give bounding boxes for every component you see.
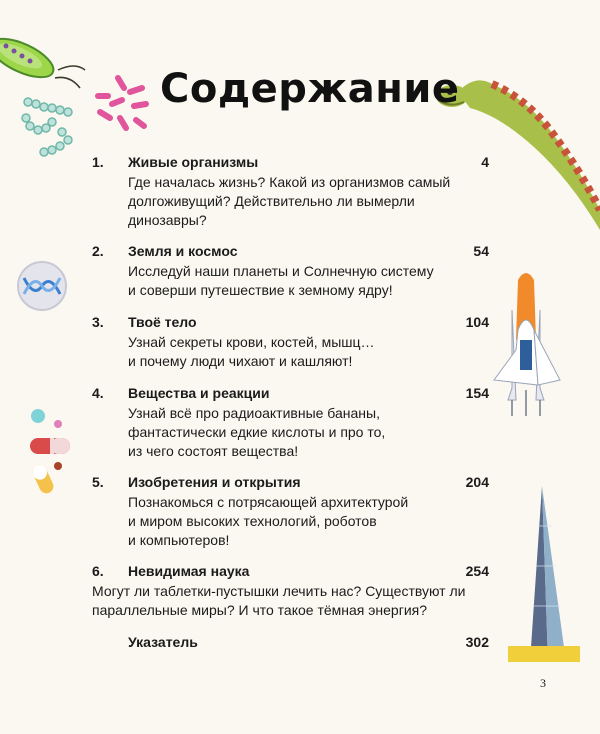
entry-description — [128, 262, 458, 300]
description-line: Могут ли таблетки-пустышки лечить нас? Существуют ли — [92, 583, 466, 599]
description-line: Исследуй наши планеты и Солнечную систему — [128, 263, 434, 279]
entry-heading: Изобретения и открытия — [128, 474, 301, 490]
entry-number: 4. — [92, 385, 104, 401]
entry-heading: Живые организмы — [128, 154, 259, 170]
entry-number: 2. — [92, 243, 104, 259]
description-line: из чего состоят вещества! — [128, 443, 299, 459]
entry-description — [128, 333, 458, 371]
entry-number: 1. — [92, 154, 104, 170]
description-line: и компьютеров! — [128, 532, 230, 548]
entry-number: 5. — [92, 474, 104, 490]
description-line: и соверши путешествие к земному ядру! — [128, 282, 393, 298]
description-line: Где началась жизнь? Какой из организмов самый — [128, 174, 451, 190]
entry-page-number: 204 — [465, 474, 489, 490]
entry-page-number: 104 — [465, 314, 489, 330]
description-line: долгоживущий? Действительно ли вымерли — [128, 193, 415, 209]
entry-page-number: 154 — [465, 385, 489, 401]
entry-description — [128, 173, 458, 230]
entry-description — [128, 404, 458, 461]
entry-heading: Вещества и реакции — [128, 385, 270, 401]
entry-number: 6. — [92, 563, 104, 579]
entry-heading: Твоё тело — [128, 314, 197, 330]
index-page-number: 302 — [465, 634, 489, 650]
description-line: динозавры? — [128, 212, 207, 228]
entry-heading: Невидимая наука — [128, 563, 250, 579]
description-line: Узнай секреты крови, костей, мышц… — [128, 334, 375, 350]
page-title: Содержание — [160, 66, 460, 112]
description-line: и миром высоких технологий, роботов — [128, 513, 377, 529]
index-heading: Указатель — [128, 634, 198, 650]
page-number: 3 — [540, 676, 546, 690]
description-line: параллельные миры? И что такое тёмная энергия? — [92, 602, 428, 618]
entry-page-number: 54 — [473, 243, 489, 259]
description-line: и почему люди чихают и кашляют! — [128, 353, 353, 369]
description-line: Познакомься с потрясающей архитектурой — [128, 494, 409, 510]
entry-number: 3. — [92, 314, 104, 330]
description-line: фантастически едкие кислоты и про то, — [128, 424, 386, 440]
entry-description — [128, 493, 458, 550]
entry-heading: Земля и космос — [128, 243, 238, 259]
entry-page-number: 254 — [465, 563, 489, 579]
entry-page-number: 4 — [481, 154, 489, 170]
entry-description — [92, 582, 492, 620]
description-line: Узнай всё про радиоактивные бананы, — [128, 405, 380, 421]
